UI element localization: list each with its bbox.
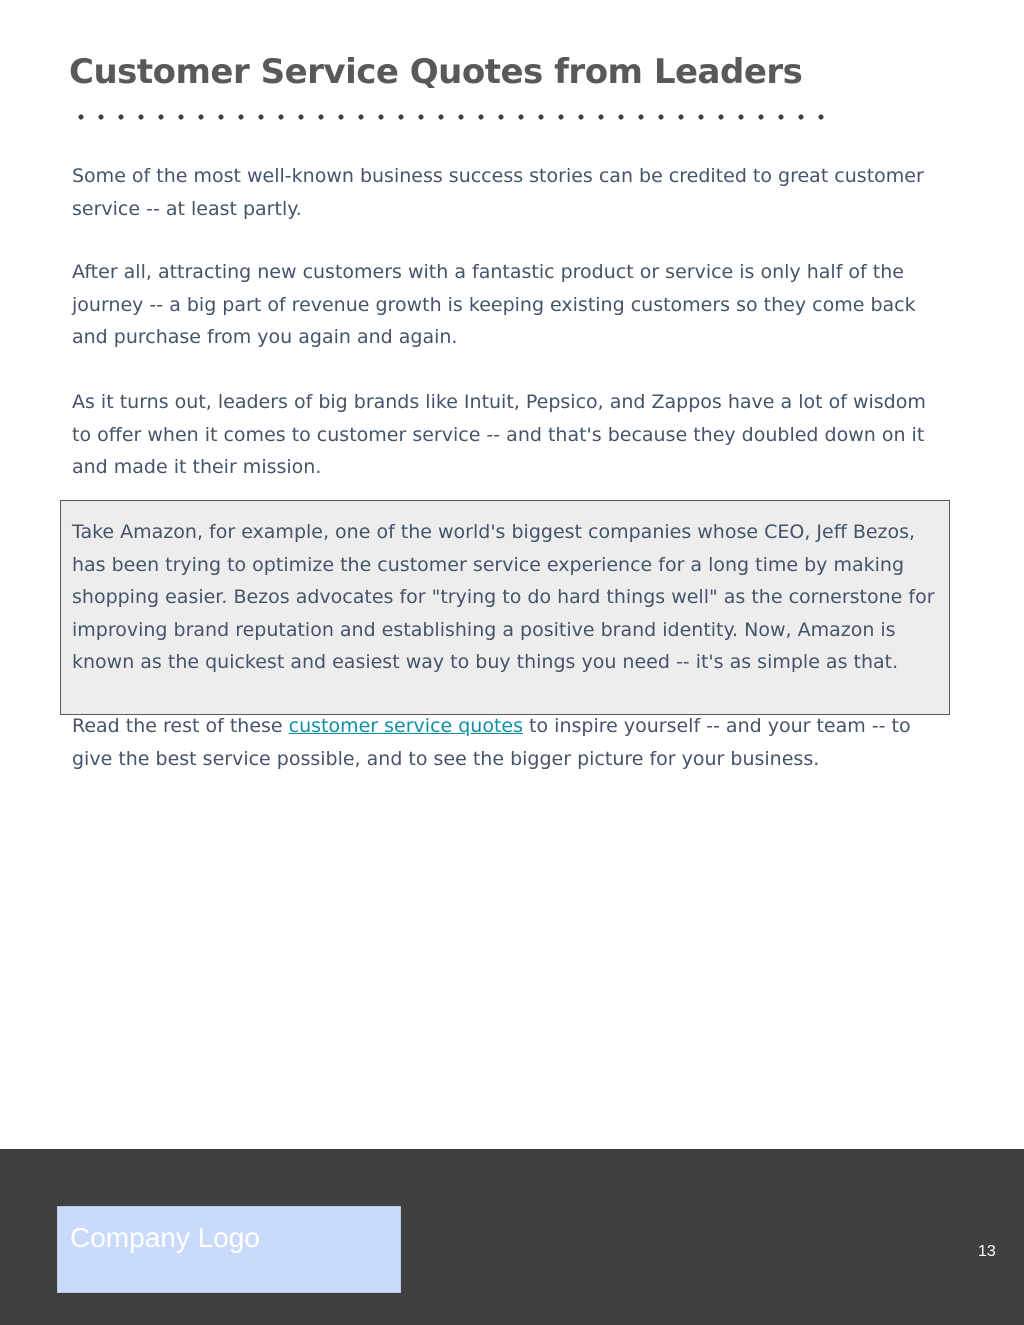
customer-service-quotes-link[interactable]: customer service quotes [288, 715, 524, 737]
company-logo-text: Company Logo [70, 1222, 260, 1253]
body-paragraph: As it turns out, leaders of big brands like Intuit, Pepsico, and Zappos have a lot of wisdom to offer when it comes to customer service -- and that's because they doubled down on it and made it their mission. [72, 391, 926, 478]
closing-text-end: to inspire yourself -- and your team -- to give the best service possible, and to see the bigger picture for your business. [72, 715, 911, 770]
page-title: Customer Service Quotes from Leaders [69, 52, 803, 92]
dotted-divider [71, 110, 831, 124]
body-paragraph: After all, attracting new customers with a fantastic product or service is only half of the journey -- a big part of revenue growth is keeping existing customers so they come back and purchase from you again and again. [72, 261, 916, 348]
closing-paragraph [72, 710, 938, 775]
page-number: 13 [978, 1243, 996, 1260]
intro-paragraph: Some of the most well-known business success stories can be credited to great customer service -- at least partly. [72, 165, 924, 220]
closing-text-start: Read the rest of these [72, 715, 289, 737]
callout-text: Take Amazon, for example, one of the world's biggest companies whose CEO, Jeff Bezos, has been trying to optimize the customer service experience for a long time by making shopping easier. Bezos advocates for "trying to do hard things well" as the cornerstone for improving brand reputation and establishing a positive brand identity. Now, Amazon is known as the quickest and easiest way to buy things you need -- it's as simple as that. [72, 521, 935, 673]
